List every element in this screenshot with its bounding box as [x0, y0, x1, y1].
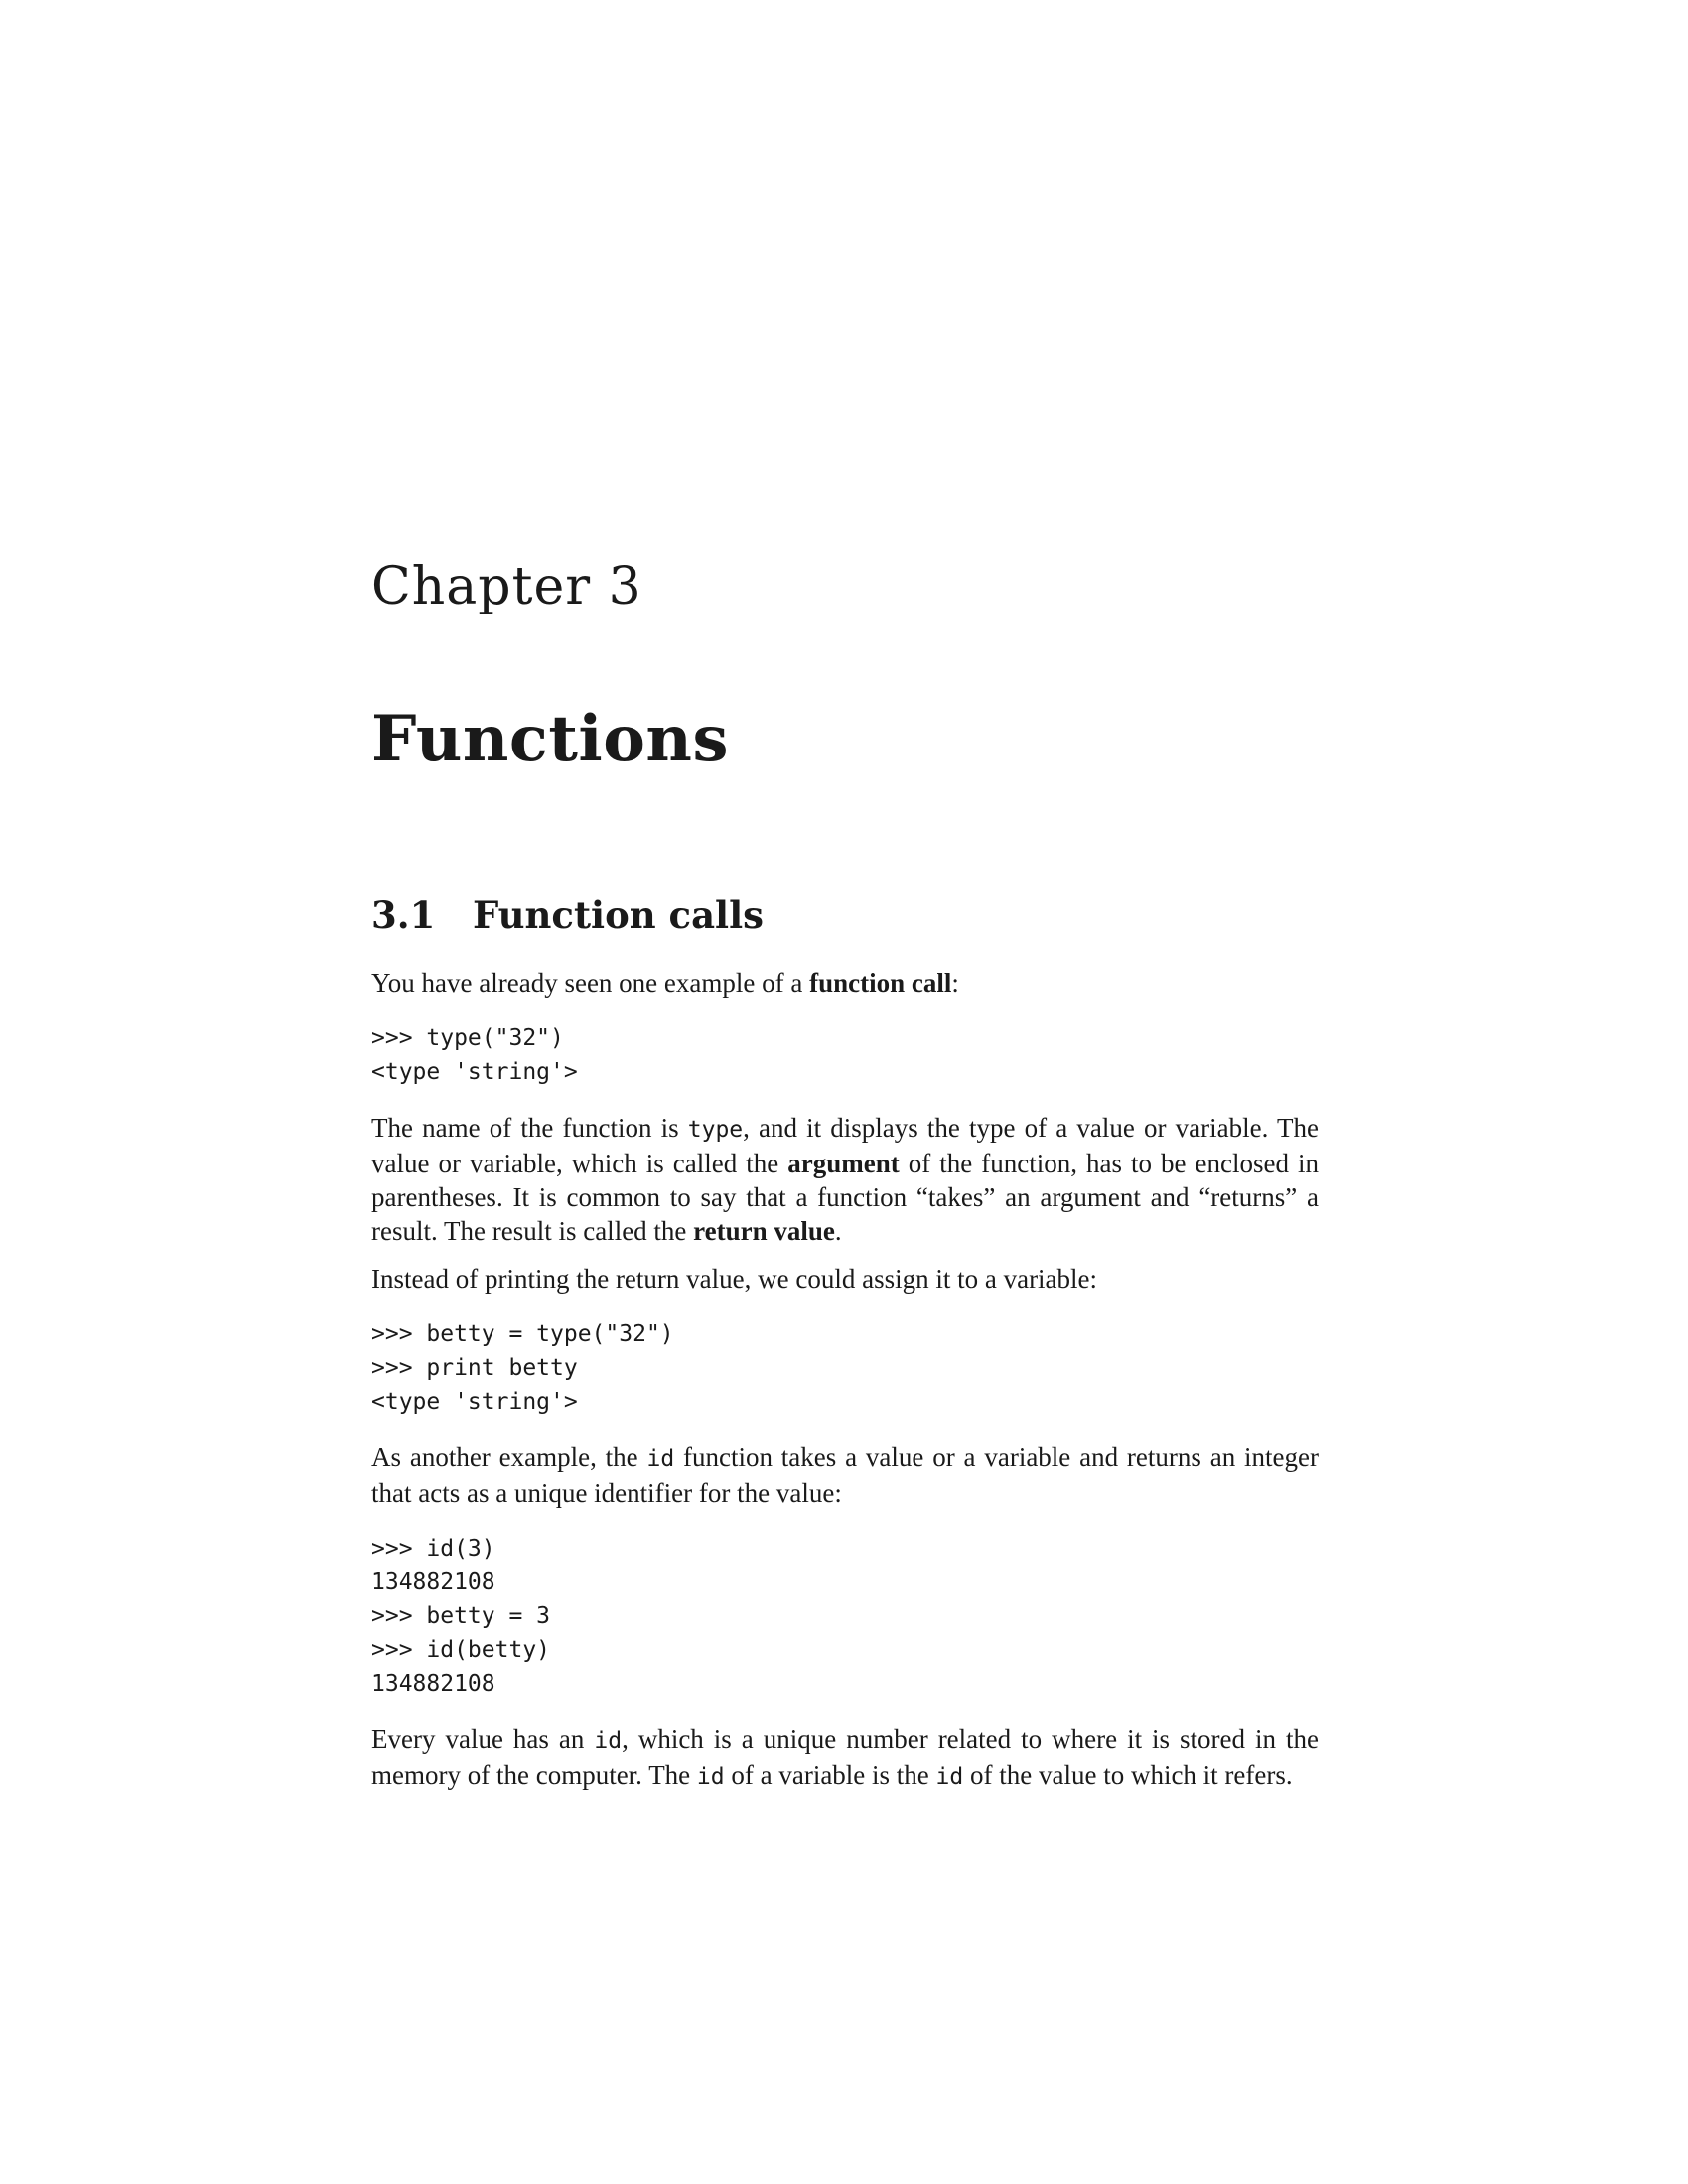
inline-code: id: [594, 1727, 623, 1754]
paragraph-text: , and it displays the type of a value or variable. The value or variable, which is called the: [371, 1112, 1319, 1178]
paragraph-id-function: [371, 1440, 1319, 1510]
paragraph-intro: [371, 966, 1319, 1000]
code-line: <type 'string'>: [371, 1058, 578, 1085]
paragraph-text: As another example, the: [371, 1441, 647, 1472]
inline-code: id: [646, 1445, 675, 1472]
section-heading: [371, 893, 1319, 937]
paragraph-function-explanation: [371, 1111, 1319, 1248]
code-line: >>> type("32"): [371, 1024, 564, 1051]
inline-code: id: [935, 1763, 964, 1790]
paragraph-text: You have already seen one example of a: [371, 967, 810, 998]
code-line: >>> id(betty): [371, 1636, 551, 1663]
paragraph-text: of the function, has to be enclosed in parentheses. It is common to say that a function “takes” an argument and “returns” a result. The result is called the: [371, 1148, 1319, 1246]
inline-code: type: [687, 1116, 744, 1143]
code-block-assign: [371, 1317, 1319, 1419]
paragraph-text: , which is a unique number related to where it is stored in the memory of the computer. The: [371, 1723, 1319, 1790]
code-line: >>> print betty: [371, 1354, 578, 1381]
term-function-call: function call: [809, 967, 952, 998]
chapter-label: Chapter 3: [371, 557, 642, 616]
code-line: >>> id(3): [371, 1535, 495, 1562]
code-line: 134882108: [371, 1670, 495, 1697]
chapter-title: Functions: [371, 702, 729, 777]
section-title: Function calls: [473, 893, 765, 938]
term-return-value: return value: [693, 1215, 835, 1246]
paragraph-text: function takes a value or a variable and returns an integer that acts as a unique identifier for the value:: [371, 1441, 1320, 1508]
inline-code: id: [696, 1763, 725, 1790]
paragraph-text: of a variable is the: [724, 1759, 936, 1790]
page-content: [371, 556, 1319, 1794]
paragraph-text: The name of the function is: [371, 1112, 688, 1143]
code-line: >>> betty = type("32"): [371, 1320, 674, 1347]
code-block-id: [371, 1532, 1319, 1701]
term-argument: argument: [787, 1148, 900, 1178]
section-number: 3.1: [371, 893, 436, 938]
paragraph-text: :: [951, 967, 959, 998]
paragraph-id-explanation: [371, 1722, 1319, 1794]
paragraph-text: Every value has an: [371, 1723, 595, 1754]
code-block-type: [371, 1022, 1319, 1089]
paragraph-text: of the value to which it refers.: [963, 1759, 1293, 1790]
code-line: <type 'string'>: [371, 1388, 578, 1415]
paragraph-text: Instead of printing the return value, we could assign it to a variable:: [371, 1263, 1098, 1294]
code-line: >>> betty = 3: [371, 1602, 551, 1629]
paragraph-assign: [371, 1262, 1319, 1296]
code-line: 134882108: [371, 1569, 495, 1595]
paragraph-text: .: [834, 1215, 842, 1246]
